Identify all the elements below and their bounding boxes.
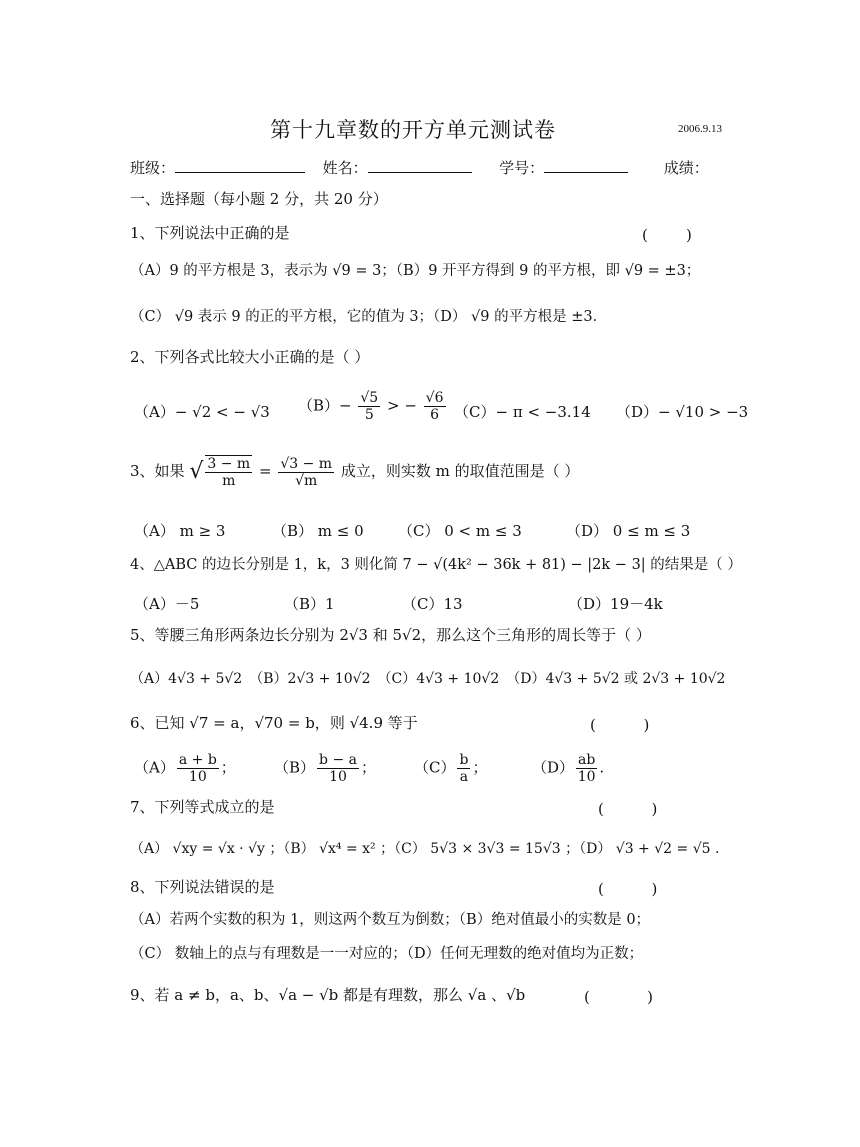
question-3-option-d: （D） 0 ≤ m ≤ 3 xyxy=(566,522,691,540)
question-7-stem: 7、下列等式成立的是 xyxy=(130,798,275,816)
question-6-option-b: （B） $\frac{b - a}{10}$ ； xyxy=(274,752,376,786)
stem-prefix: 3、如果 xyxy=(130,462,185,481)
numerator: b − a xyxy=(319,752,357,768)
option-label: （B） xyxy=(274,758,316,777)
denominator: 10 xyxy=(577,769,596,786)
question-6-option-a: （A） $\frac{a + b}{10}$ ； xyxy=(134,752,236,786)
question-2-stem: 2、下列各式比较大小正确的是（ ） xyxy=(130,348,370,366)
denominator: √m xyxy=(295,472,318,489)
question-8-stem: 8、下列说法错误的是 xyxy=(130,878,275,896)
page-title: 第十九章数的开方单元测试卷 xyxy=(270,118,556,142)
question-8-options-ab: （A）若两个实数的积为 1，则这两个数互为倒数；（B）绝对值最小的实数是 0； xyxy=(130,912,651,928)
question-4-option-d: （D）19－4k xyxy=(568,595,663,613)
question-1-answer-paren[interactable]: ( ) xyxy=(642,226,692,244)
question-6-option-c: （C） $\frac{b}{a}$ ； xyxy=(414,752,488,786)
score-label: 成绩： xyxy=(663,159,709,177)
question-3-option-c: （C） 0 < m ≤ 3 xyxy=(398,522,522,540)
name-label: 姓名： xyxy=(322,159,368,177)
numerator: a + b xyxy=(178,752,217,768)
id-label: 学号： xyxy=(499,159,545,177)
question-1-options-ab: （A）9 的平方根是 3，表示为 √9 = 3；（B）9 开平方得到 9 的平方根，即 √9 = ±3； xyxy=(130,263,701,279)
denominator: 5 xyxy=(364,407,374,424)
question-3-option-b: （B） m ≤ 0 xyxy=(272,522,364,540)
question-9-answer-paren[interactable]: ( ) xyxy=(584,988,653,1006)
radical-sign: √ xyxy=(189,459,204,485)
question-2-option-d: （D）− √10 > −3 xyxy=(616,403,749,421)
fraction xyxy=(576,752,597,785)
id-blank[interactable] xyxy=(544,158,628,173)
option-label: （D） xyxy=(532,758,575,777)
numerator: b xyxy=(459,752,469,768)
fraction xyxy=(205,455,252,489)
question-4-option-a: （A）－5 xyxy=(134,595,200,613)
question-5-options: （A）4√3 + 5√2 （B）2√3 + 10√2 （C）4√3 + 10√2 （D）4√3 + 5√2 或 2√3 + 10√2 xyxy=(130,671,726,687)
fraction xyxy=(424,390,446,423)
question-2-option-b xyxy=(298,390,448,423)
question-8-options-cd: （C） 数轴上的点与有理数是一一对应的；（D）任何无理数的绝对值均为正数； xyxy=(130,946,644,962)
question-7-answer-paren[interactable]: ( ) xyxy=(598,800,658,818)
denominator: 6 xyxy=(430,407,440,424)
numerator: √5 xyxy=(360,390,379,406)
comparison: > − xyxy=(386,396,417,415)
question-7-options: （A） √xy = √x · √y ；（B） √x⁴ = x² ；（C） 5√3 × 3√3 = 15√3 ；（D） √3 + √2 = √5 . xyxy=(130,841,720,857)
question-4-stem: 4、△ABC 的边长分别是 1，k，3 则化简 7 − √(4k² − 36k + 81) − |2k − 3| 的结果是（ ） xyxy=(130,557,742,573)
fraction xyxy=(457,752,470,785)
question-2-option-c: （C）− π < −3.14 xyxy=(454,403,591,421)
question-6-stem: 6、已知 √7 = a，√70 = b，则 √4.9 等于 xyxy=(130,714,418,732)
question-3-option-a: （A） m ≥ 3 xyxy=(134,522,226,540)
fraction xyxy=(177,752,219,785)
student-info-row xyxy=(130,158,709,176)
numerator: √3 − m xyxy=(280,455,333,472)
fraction xyxy=(358,390,380,423)
question-4-option-b: （B）1 xyxy=(284,595,335,613)
denominator: a xyxy=(459,769,469,786)
option-label: （A） xyxy=(134,758,175,777)
question-8-answer-paren[interactable]: ( ) xyxy=(598,880,658,898)
numerator: √6 xyxy=(425,390,444,406)
class-blank[interactable] xyxy=(175,158,305,173)
stem-suffix: 成立，则实数 m 的取值范围是（ ） xyxy=(340,462,580,481)
option-label: （C） xyxy=(414,758,456,777)
question-1-stem: 1、下列说法中正确的是 xyxy=(130,224,290,242)
question-9-stem: 9、若 a ≠ b，a、b、√a − √b 都是有理数，那么 √a 、√b xyxy=(130,986,526,1004)
numerator: 3 − m xyxy=(207,456,251,472)
name-blank[interactable] xyxy=(368,158,472,173)
section-heading: 一、选择题（每小题 2 分，共 20 分） xyxy=(130,190,388,208)
question-1-options-cd: （C） √9 表示 9 的正的平方根，它的值为 3；（D） √9 的平方根是 ±3． xyxy=(130,309,608,325)
question-4-option-c: （C）13 xyxy=(402,595,463,613)
question-3-stem: 3、如果 √ $\frac{3 - m}{m}$ = $\frac{√3 - m}{√m}$ 成立，则实数 m 的取值范围是（ ） xyxy=(130,455,580,490)
question-5-stem: 5、等腰三角形两条边长分别为 2√3 和 5√2，那么这个三角形的周长等于（ ） xyxy=(130,626,651,644)
fraction xyxy=(317,752,359,785)
question-6-option-d: （D） $\frac{ab}{10}$ . xyxy=(532,752,605,786)
class-label: 班级： xyxy=(130,159,176,177)
denominator: 10 xyxy=(188,769,207,786)
denominator: m xyxy=(222,473,236,490)
option-b-label: （B）− xyxy=(298,396,352,415)
fraction xyxy=(278,456,334,489)
numerator: ab xyxy=(578,752,596,768)
exam-date: 2006.9.13 xyxy=(678,123,722,135)
question-6-answer-paren[interactable]: ( ) xyxy=(590,716,650,734)
denominator: 10 xyxy=(329,769,347,786)
question-2-option-a: （A）− √2 < − √3 xyxy=(134,403,270,421)
